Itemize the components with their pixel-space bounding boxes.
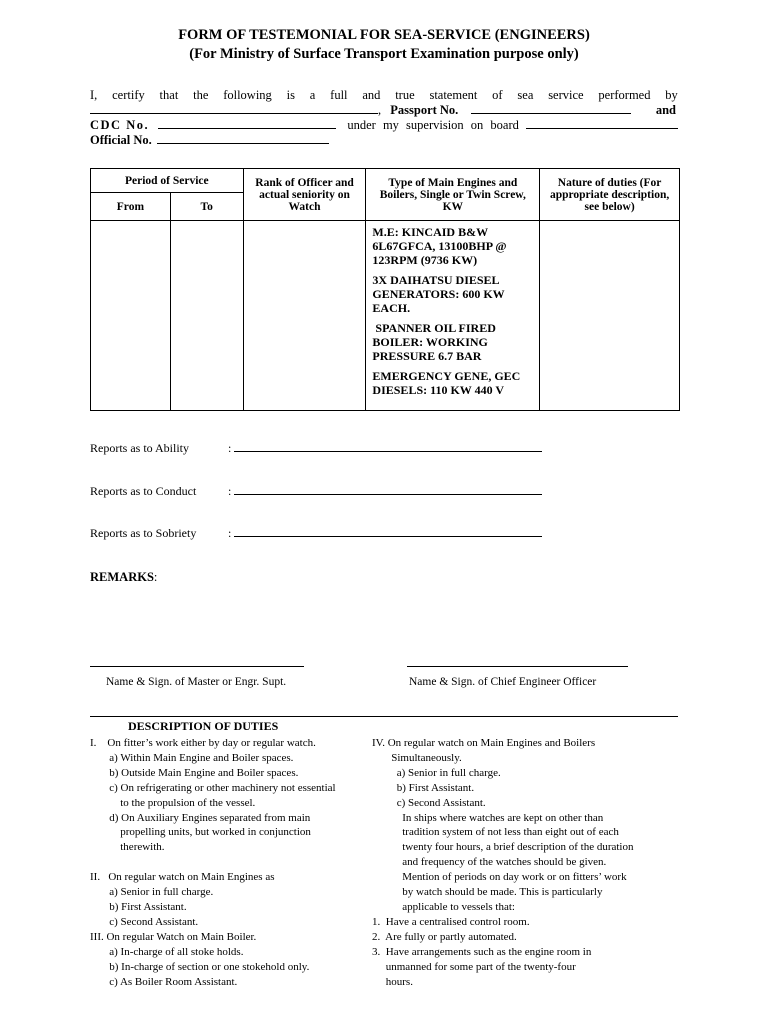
report-ability-line[interactable] — [234, 441, 542, 452]
period-of-service-header: Period of Service — [91, 169, 244, 193]
certification-line-1 — [90, 88, 678, 103]
passport-label: Passport No. — [390, 103, 459, 117]
master-signature-label: Name & Sign. of Master or Engr. Supt. — [106, 676, 287, 688]
duty-line: b) In-charge of section or one stokehold only. — [90, 960, 310, 973]
rank-cell[interactable] — [243, 221, 366, 411]
duty-line: Simultaneously. — [372, 751, 462, 764]
duty-line: Mention of periods on day work or on fitters’ work — [372, 871, 627, 884]
rank-header: Rank of Officer and actual seniority on Watch — [243, 169, 366, 221]
certification-word: that — [159, 88, 179, 102]
certification-word: service — [548, 88, 584, 102]
duty-line: 3. Have arrangements such as the engine room in — [372, 945, 592, 958]
report-sobriety: Reports as to Sobriety : — [90, 526, 542, 541]
engine-entry: SPANNER OIL FIRED BOILER: WORKING PRESSURE 6.7 BAR — [372, 321, 499, 363]
certification-word: the — [193, 88, 209, 102]
name-blank[interactable] — [90, 103, 378, 114]
duty-line: a) In-charge of all stoke holds. — [90, 945, 244, 958]
report-conduct-line[interactable] — [234, 484, 542, 495]
duty-line: b) Outside Main Engine and Boiler spaces. — [90, 766, 299, 779]
certification-word: a — [309, 88, 316, 102]
vessel-blank[interactable] — [526, 118, 678, 129]
cdc-label: CDC No. — [90, 118, 150, 132]
remarks-heading: REMARKS: — [90, 570, 158, 584]
report-ability-label: Reports as to Ability — [90, 441, 189, 455]
duty-line: c) Second Assistant. — [90, 915, 199, 928]
report-ability: Reports as to Ability : — [90, 441, 542, 456]
duty-line: b) First Assistant. — [372, 781, 475, 794]
engines-cell — [366, 221, 540, 411]
engine-entry: EMERGENCY GENE, GEC DIESELS: 110 KW 440 V — [372, 369, 521, 397]
supervision-text: under my supervision on board — [347, 118, 519, 132]
duty-line: twenty four hours, a brief description of the duration — [372, 841, 634, 854]
duty-line: c) On refrigerating or other machinery not essential — [90, 781, 336, 794]
duty-line: hours. — [372, 975, 413, 988]
duty-line: a) Senior in full charge. — [372, 766, 501, 779]
certification-word: by — [665, 88, 678, 102]
duty-line: 2. Are fully or partly automated. — [372, 930, 517, 943]
certification-word: true — [395, 88, 415, 102]
duty-line: 1. Have a centralised control room. — [372, 915, 530, 928]
duty-line: d) On Auxiliary Engines separated from main — [90, 811, 311, 824]
duties-cell[interactable] — [540, 221, 680, 411]
report-conduct: Reports as to Conduct : — [90, 484, 542, 499]
to-cell[interactable] — [170, 221, 243, 411]
duty-line: a) Senior in full charge. — [90, 886, 214, 899]
engines-header: Type of Main Engines and Boilers, Single or Twin Screw, KW — [366, 169, 540, 221]
duty-line: to the propulsion of the vessel. — [90, 796, 256, 809]
certification-word: is — [286, 88, 295, 102]
certification-word: following — [223, 88, 272, 102]
engine-entry: M.E: KINCAID B&W 6L67GFCA, 13100BHP @ 123RPM (9736 KW) — [372, 225, 507, 267]
duty-line: IV. On regular watch on Main Engines and Boilers — [372, 737, 596, 749]
duty-line: tradition system of not less than eight out of each — [372, 826, 619, 839]
certification-word: I, — [90, 88, 98, 102]
report-conduct-label: Reports as to Conduct — [90, 484, 197, 498]
report-sobriety-line[interactable] — [234, 526, 542, 537]
official-blank[interactable] — [157, 133, 329, 144]
to-header: To — [170, 193, 243, 221]
duty-line: c) Second Assistant. — [372, 796, 486, 809]
master-signature-line[interactable] — [90, 666, 304, 667]
certification-word: and — [362, 88, 381, 102]
service-table — [90, 168, 680, 411]
duties-right-column — [372, 736, 682, 989]
duty-line: I. On fitter’s work either by day or regular watch. — [90, 737, 316, 749]
section-divider — [90, 716, 678, 717]
duties-left-column — [90, 736, 370, 989]
duty-line: c) As Boiler Room Assistant. — [90, 975, 238, 988]
certification-line-4 — [90, 133, 678, 148]
certification-line-2: , Passport No. and — [90, 103, 678, 118]
from-cell[interactable] — [91, 221, 171, 411]
duty-line — [90, 855, 370, 870]
duty-line: III. On regular Watch on Main Boiler. — [90, 930, 257, 943]
duty-line: propelling units, but worked in conjunction — [90, 826, 311, 839]
duty-line: applicable to vessels that: — [372, 900, 515, 913]
duty-line: In ships where watches are kept on other than — [372, 811, 604, 824]
duty-line: and frequency of the watches should be given. — [372, 856, 607, 869]
and-word: and — [655, 103, 676, 117]
description-heading: DESCRIPTION OF DUTIES — [128, 719, 279, 733]
certification-word: statement — [429, 88, 478, 102]
certification-line-3 — [90, 118, 678, 133]
duty-line: by watch should be made. This is particularly — [372, 886, 603, 899]
from-header: From — [91, 193, 171, 221]
engine-entry: 3X DAIHATSU DIESEL GENERATORS: 600 KW EACH. — [372, 273, 505, 315]
certification-word: of — [492, 88, 503, 102]
passport-blank[interactable] — [471, 103, 631, 114]
certification-word: performed — [598, 88, 651, 102]
certification-word: full — [330, 88, 348, 102]
duty-line: therewith. — [90, 841, 165, 854]
duty-line: unmanned for some part of the twenty-four — [372, 960, 576, 973]
duty-line: b) First Assistant. — [90, 900, 187, 913]
official-label: Official No. — [90, 133, 152, 147]
certification-word: certify — [112, 88, 145, 102]
cdc-blank[interactable] — [158, 118, 336, 129]
chief-signature-label: Name & Sign. of Chief Engineer Officer — [409, 676, 597, 688]
form-subtitle: (For Ministry of Surface Transport Examination purpose only) — [189, 46, 579, 62]
duty-line: II. On regular watch on Main Engines as — [90, 871, 275, 884]
duties-header: Nature of duties (For appropriate description, see below) — [540, 169, 680, 221]
duty-line: a) Within Main Engine and Boiler spaces. — [90, 751, 294, 764]
form-title: FORM OF TESTEMONIAL FOR SEA-SERVICE (ENGINEERS) — [178, 27, 590, 43]
report-sobriety-label: Reports as to Sobriety — [90, 526, 197, 540]
chief-signature-line[interactable] — [407, 666, 628, 667]
certification-word: sea — [517, 88, 534, 102]
